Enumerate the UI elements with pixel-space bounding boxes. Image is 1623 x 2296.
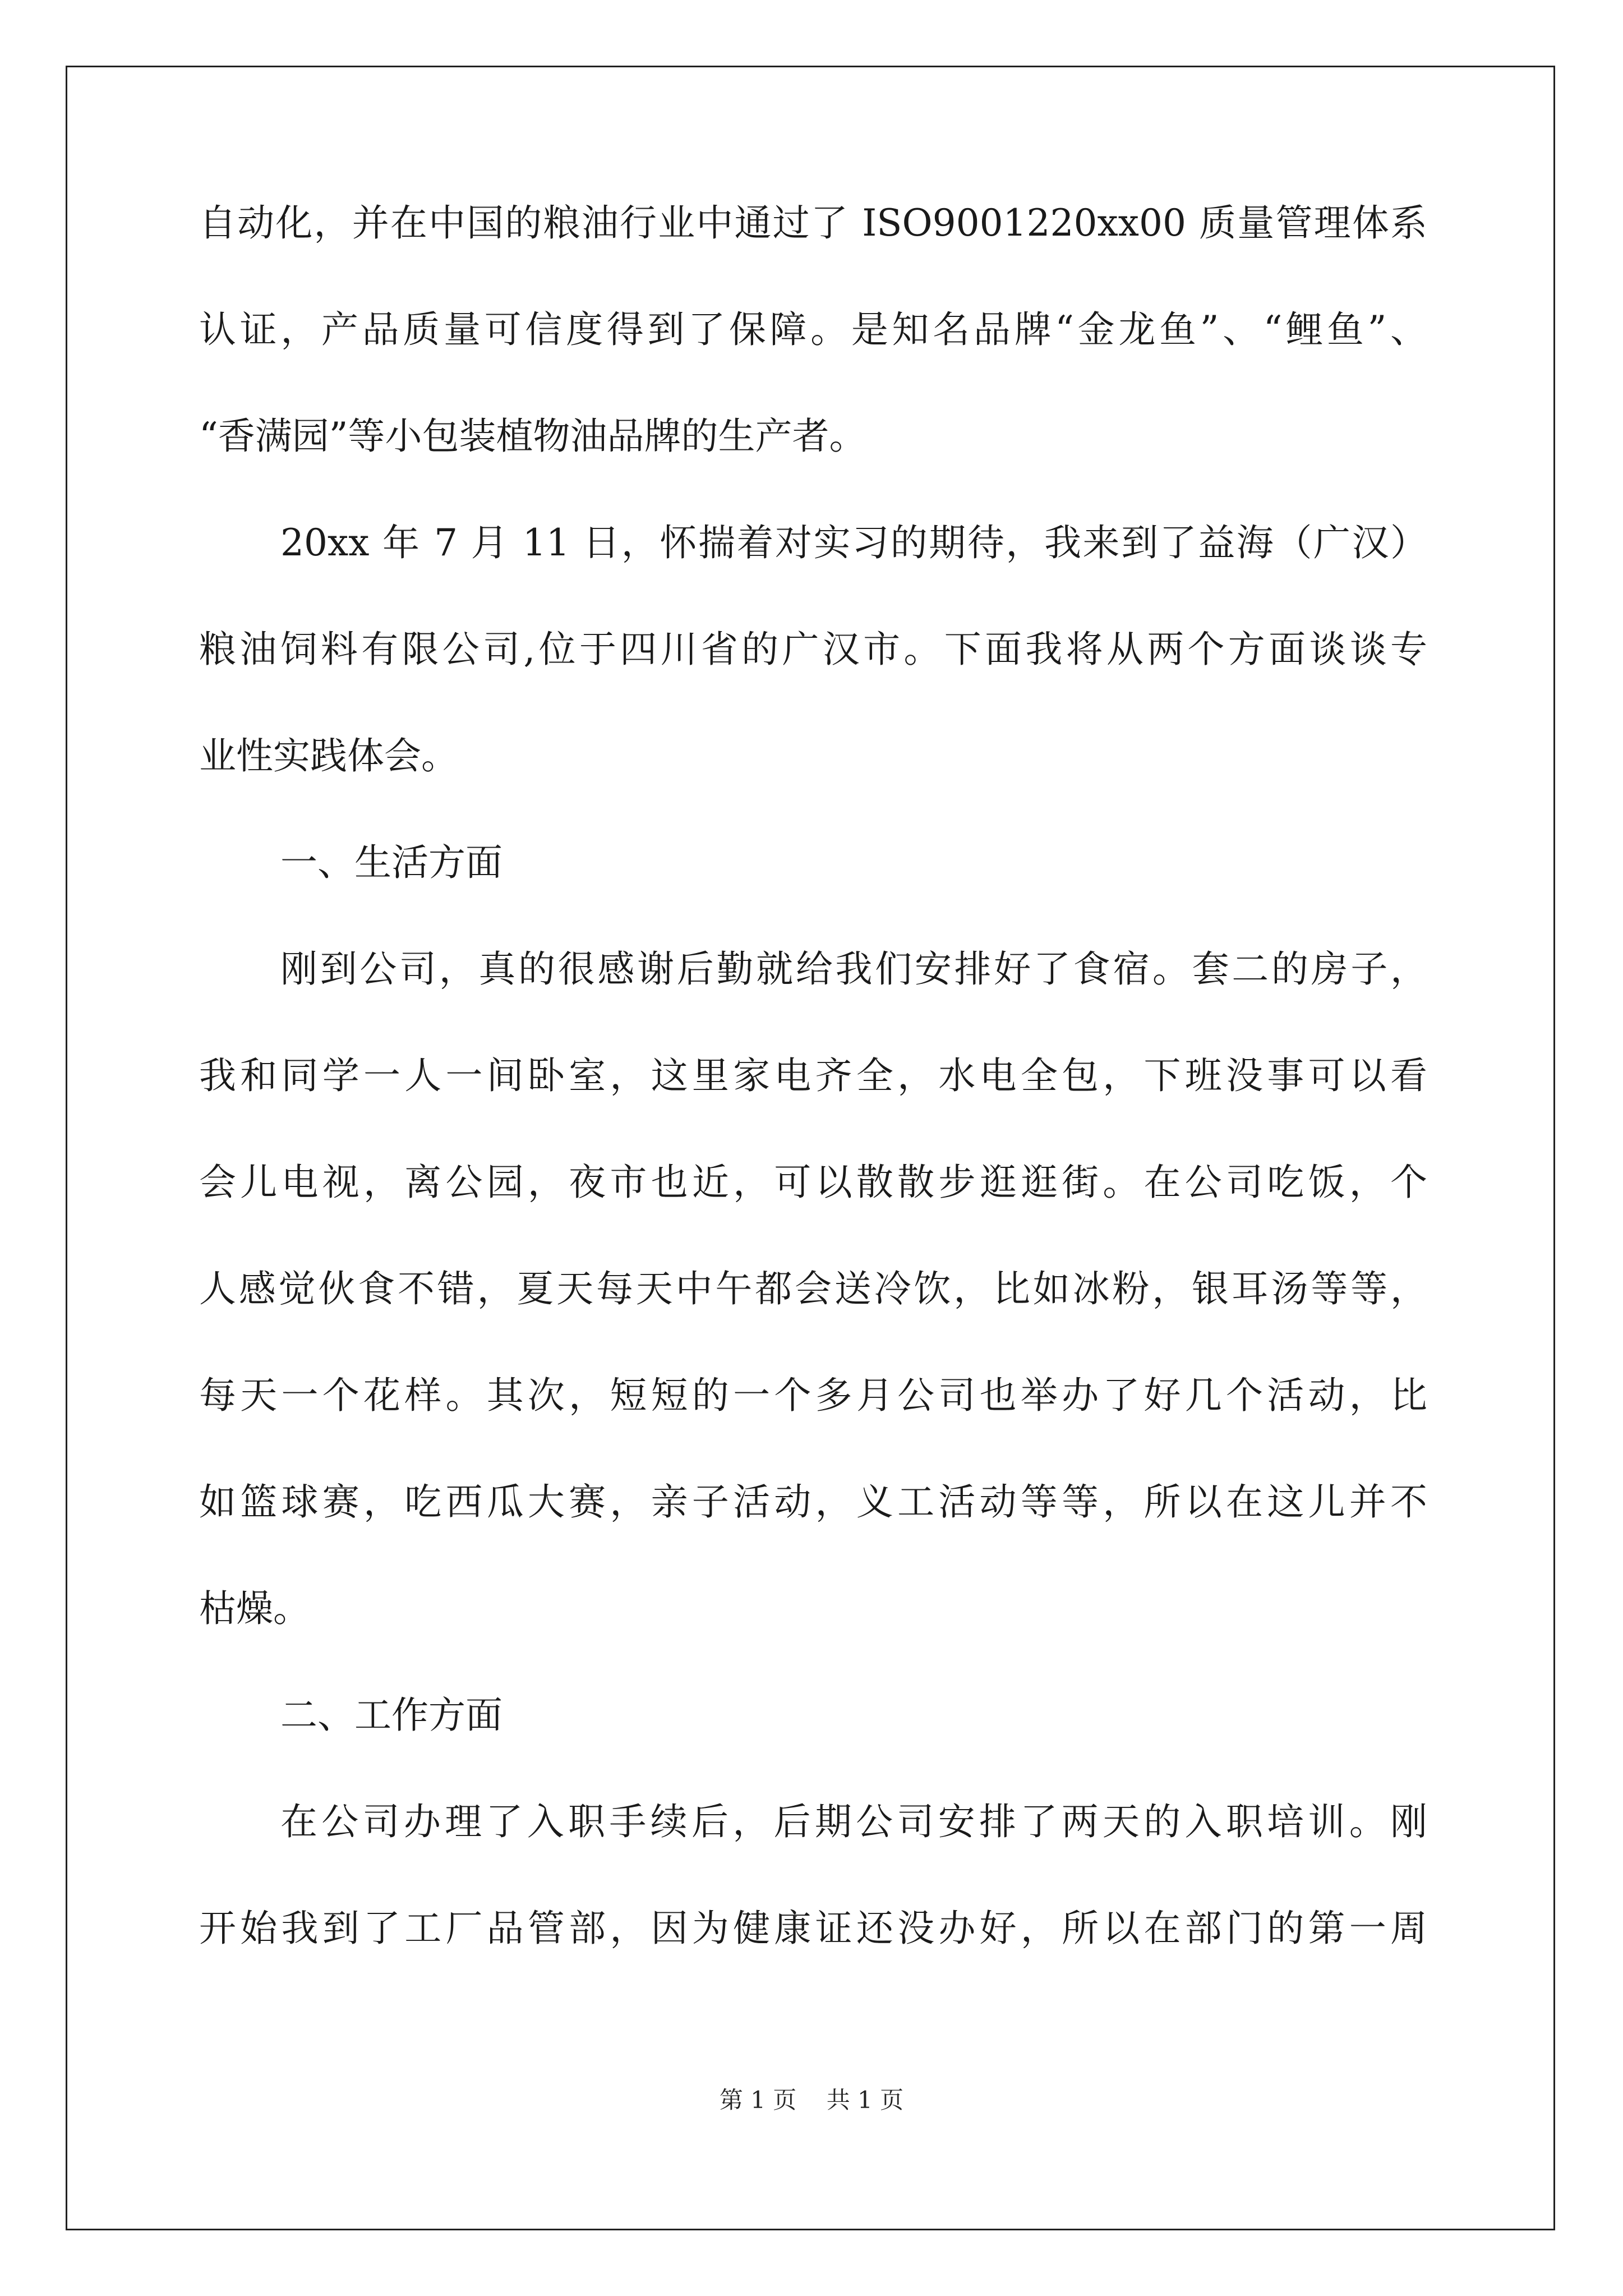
- text-line: 认证，产品质量可信度得到了保障。是知名品牌“金龙鱼”、“鲤鱼”、: [199, 308, 1427, 351]
- page-number-footer: 第 1 页 共 1 页: [719, 2086, 904, 2114]
- section-heading: 一、生活方面: [280, 841, 502, 884]
- text-line: 粮油饲料有限公司,位于四川省的广汉市。下面我将从两个方面谈谈专: [199, 628, 1427, 671]
- text-line: 人感觉伙食不错，夏天每天中午都会送冷饮，比如冰粉，银耳汤等等，: [199, 1267, 1427, 1310]
- page-border: [66, 66, 1555, 2230]
- text-line: 每天一个花样。其次，短短的一个多月公司也举办了好几个活动，比: [199, 1374, 1427, 1417]
- text-line: “香满园”等小包装植物油品牌的生产者。: [199, 415, 866, 458]
- text-line: 我和同学一人一间卧室，这里家电齐全，水电全包，下班没事可以看: [199, 1054, 1427, 1097]
- text-line: 开始我到了工厂品管部，因为健康证还没办好，所以在部门的第一周: [199, 1907, 1427, 1950]
- text-line: 刚到公司，真的很感谢后勤就给我们安排好了食宿。套二的房子，: [280, 947, 1427, 991]
- text-line: 如篮球赛，吃西瓜大赛，亲子活动，义工活动等等，所以在这儿并不: [199, 1480, 1427, 1524]
- section-heading: 二、工作方面: [280, 1694, 502, 1737]
- text-line: 自动化，并在中国的粮油行业中通过了 ISO9001220xx00 质量管理体系: [199, 201, 1427, 245]
- text-line: 在公司办理了入职手续后，后期公司安排了两天的入职培训。刚: [280, 1800, 1427, 1843]
- text-line: 枯燥。: [199, 1587, 310, 1630]
- text-line: 业性实践体会。: [199, 734, 458, 777]
- text-line: 会儿电视，离公园，夜市也近，可以散散步逛逛街。在公司吃饭，个: [199, 1161, 1427, 1204]
- text-line: 20xx 年 7 月 11 日，怀揣着对实习的期待，我来到了益海（广汉）: [280, 521, 1427, 564]
